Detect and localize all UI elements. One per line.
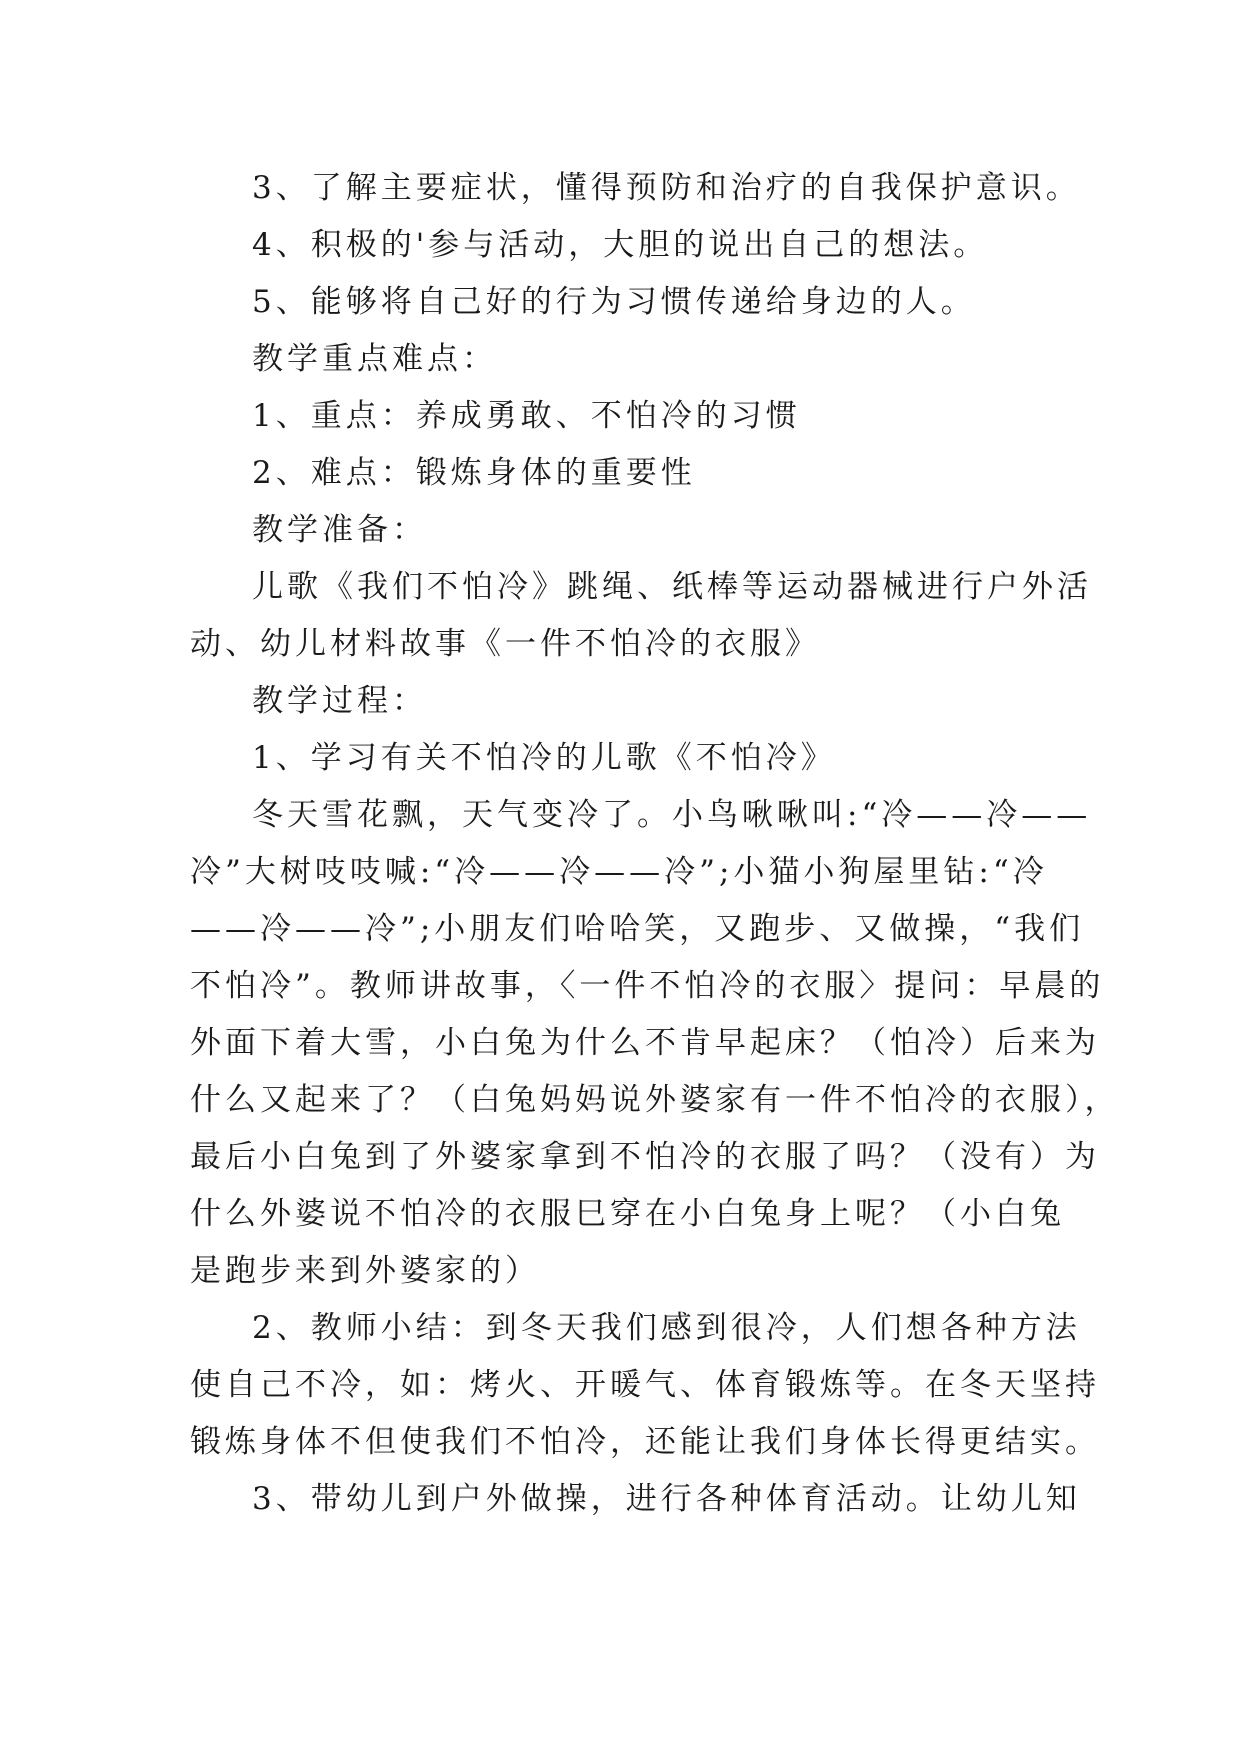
- text-line: 锻炼身体不但使我们不怕冷，还能让我们身体长得更结实。: [190, 1424, 1100, 1460]
- section-heading: 教学准备：: [252, 512, 427, 548]
- text-line: 1、重点：养成勇敢、不怕冷的习惯: [252, 398, 801, 434]
- text-line: 什么外婆说不怕冷的衣服巳穿在小白兔身上呢？（小白兔: [190, 1196, 1065, 1232]
- text-line: ——冷——冷”;小朋友们哈哈笑，又跑步、又做操，“我们: [190, 911, 1085, 947]
- document-body: [190, 160, 1120, 1528]
- text-line: 是跑步来到外婆家的）: [190, 1253, 540, 1289]
- text-line: 外面下着大雪，小白兔为什么不肯早起床？（怕冷）后来为: [190, 1025, 1100, 1061]
- text-line: 1、学习有关不怕冷的儿歌《不怕冷》: [252, 740, 836, 776]
- text-line: 什么又起来了？（白兔妈妈说外婆家有一件不怕冷的衣服），: [190, 1082, 1120, 1118]
- text-line: 儿歌《我们不怕冷》跳绳、纸棒等运动器械进行户外活: [252, 569, 1092, 605]
- text-line: 3、了解主要症状，懂得预防和治疗的自我保护意识。: [252, 170, 1081, 206]
- text-line: 不怕冷”。教师讲故事，〈一件不怕冷的衣服〉提问：早晨的: [190, 968, 1105, 1004]
- section-heading: 教学过程：: [252, 683, 427, 719]
- text-line: 3、带幼儿到户外做操，进行各种体育活动。让幼儿知: [252, 1481, 1081, 1517]
- text-line: 使自己不冷，如：烤火、开暖气、体育锻炼等。在冬天坚持: [190, 1367, 1100, 1403]
- section-heading: 教学重点难点：: [252, 341, 497, 377]
- text-line: 冬天雪花飘，天气变冷了。小鸟啾啾叫:“冷——冷——: [252, 797, 1092, 833]
- text-line: 2、教师小结：到冬天我们感到很冷，人们想各种方法: [252, 1310, 1081, 1346]
- text-line: 冷”大树吱吱喊:“冷——冷——冷”;小猫小狗屋里钻:“冷: [190, 854, 1048, 890]
- text-line: 动、幼儿材料故事《一件不怕冷的衣服》: [190, 626, 820, 662]
- text-line: 最后小白兔到了外婆家拿到不怕冷的衣服了吗？（没有）为: [190, 1139, 1100, 1175]
- text-line: 5、能够将自己好的行为习惯传递给身边的人。: [252, 284, 976, 320]
- text-line: 4、积极的'参与活动，大胆的说出自己的想法。: [252, 227, 989, 263]
- text-line: 2、难点：锻炼身体的重要性: [252, 455, 696, 491]
